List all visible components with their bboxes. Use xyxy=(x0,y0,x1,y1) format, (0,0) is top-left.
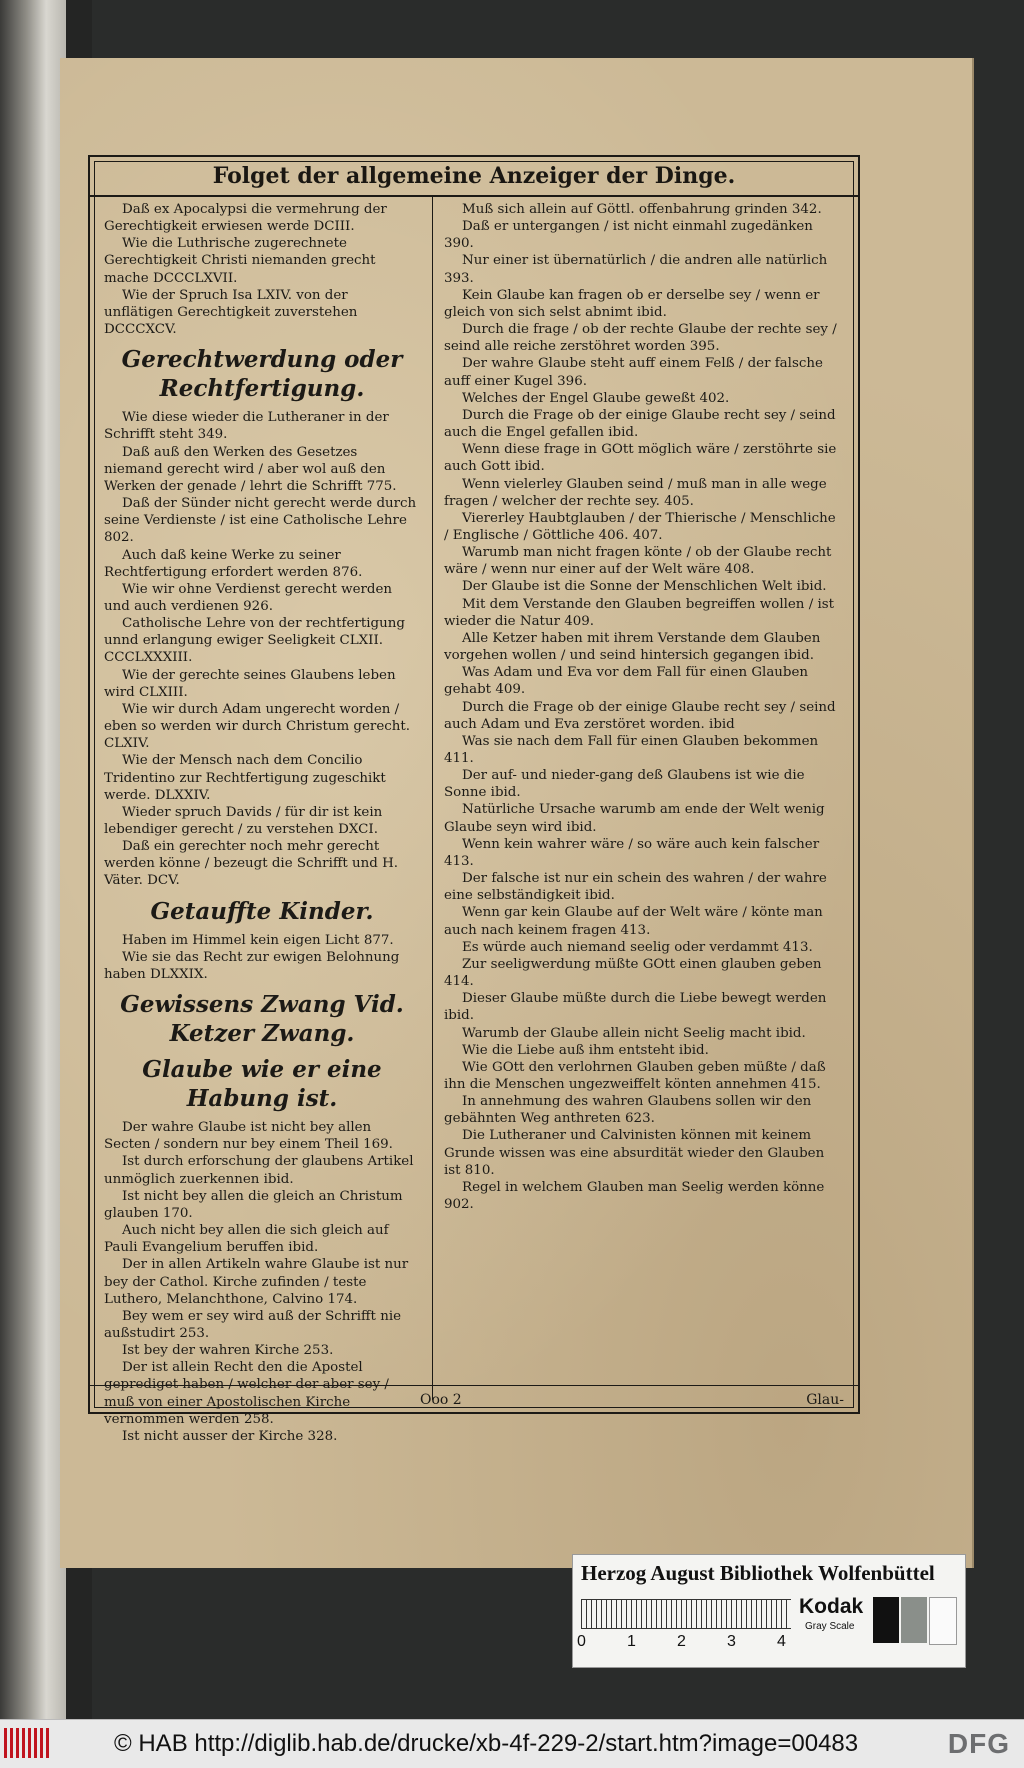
index-entry: Der Glaube ist die Sonne der Menschlichen Welt ibid. xyxy=(462,579,827,595)
index-entry: Catholische Lehre von der rechtfertigung unnd erlangung ewiger Seeligkeit CLXII. CCCLXXXIII. xyxy=(104,616,405,666)
index-entry: Mit dem Verstande den Glauben begreiffen wollen / ist wieder die Natur 409. xyxy=(444,596,834,629)
text-frame xyxy=(88,155,860,1444)
index-entry: Der in allen Artikeln wahre Glaube ist nur bey der Cathol. Kirche zufinden / teste Luthero, Melanchthone, Calvino 174. xyxy=(104,1257,409,1307)
index-entry: Durch die frage / ob der rechte Glaube der rechte sey / seind alle reiche zerstöhret worden 395. xyxy=(444,322,837,355)
index-entry: Was Adam und Eva vor dem Fall für einen Glauben gehabt 409. xyxy=(444,665,809,698)
left-column xyxy=(104,201,420,1445)
index-entry: Die Lutheraner und Calvinisten können mit keinem Grunde wissen was eine absurdität wieder den Glauben ist 810. xyxy=(444,1128,825,1178)
index-entry: Wieder spruch Davids / für dir ist kein lebendiger gerecht / zu verstehen DXCI. xyxy=(104,804,383,837)
index-entry: Wie sie das Recht zur ewigen Belohnung haben DLXXIX. xyxy=(104,949,400,982)
section-heading: Glaube wie er eine Habung ist. xyxy=(142,1056,382,1113)
index-entry: Muß sich allein auf Göttl. offenbahrung grinden 342. xyxy=(462,202,822,217)
index-entry: Wie GOtt den verlohrnen Glauben geben müßte / daß ihn die Menschen ungezweiffelt könten annehmen 415. xyxy=(444,1059,826,1092)
index-entry: Auch nicht bey allen die sich gleich auf Pauli Evangelium beruffen ibid. xyxy=(104,1223,389,1256)
index-entry: Was sie nach dem Fall für einen Glauben bekommen 411. xyxy=(444,733,819,766)
book-page xyxy=(60,58,974,1568)
footer-bar xyxy=(0,1719,1024,1768)
card-title: Herzog August Bibliothek Wolfenbüttel xyxy=(581,1561,935,1585)
foot-rule xyxy=(90,1385,858,1386)
index-entry: Kein Glaube kan fragen ob er derselbe sey / wenn er gleich von sich selst abnimt ibid. xyxy=(444,287,820,320)
index-entry: Natürliche Ursache warumb am ende der Welt wenig Glaube seyn wird ibid. xyxy=(444,802,825,835)
index-entry: Der wahre Glaube ist nicht bey allen Secten / sondern nur bey einem Theil 169. xyxy=(104,1120,393,1153)
index-entry: Daß er untergangen / ist nicht einmahl zugedänken 390. xyxy=(444,219,813,252)
white-swatch xyxy=(929,1597,957,1645)
index-entry: Ist durch erforschung der glaubens Artikel unmöglich zuerkennen ibid. xyxy=(104,1154,414,1187)
section-heading: Gewissens Zwang Vid. Ketzer Zwang. xyxy=(120,991,404,1048)
index-entry: Alle Ketzer haben mit ihrem Verstande dem Glauben vorgehen wollen / und seind hintersich gegangen ibid. xyxy=(444,630,821,664)
index-entry: Warumb der Glaube allein nicht Seelig macht ibid. xyxy=(462,1025,806,1041)
gray-swatch xyxy=(901,1597,927,1643)
index-entry: Der auf- und nieder-gang deß Glaubens ist wie die Sonne ibid. xyxy=(444,768,805,801)
right-column xyxy=(444,201,840,1213)
index-entry: Daß ex Apocalypsi die vermehrung der Gerechtigkeit erwiesen werde DCIII. xyxy=(104,202,387,235)
index-entry: Daß der Sünder nicht gerecht werde durch seine Verdienste / ist eine Catholische Lehre 802. xyxy=(104,496,417,546)
index-entry: Wenn diese frage in GOtt möglich wäre / zerstöhrte sie auch Gott ibid. xyxy=(444,442,837,475)
head-rule xyxy=(90,195,858,197)
footer-credit-link[interactable]: © HAB http://diglib.hab.de/drucke/xb-4f-229-2/start.htm?image=00483 xyxy=(114,1730,859,1757)
ruler-number: 2 xyxy=(677,1633,686,1650)
card-ruler xyxy=(581,1599,791,1629)
index-entry: Durch die Frage ob der einige Glaube recht sey / seind auch die Engel gefallen ibid. xyxy=(444,407,836,441)
ruler-number: 0 xyxy=(577,1633,586,1650)
index-entry: Zur seeligwerdung müßte GOtt einen glauben geben 414. xyxy=(444,956,822,990)
black-swatch xyxy=(873,1597,899,1643)
index-entry: Der ist allein Recht den die Apostel geprediget haben / welcher der aber sey / muß von einer Apostolischen Kirche vernommen werden 258. xyxy=(104,1360,389,1427)
index-entry: Auch daß keine Werke zu seiner Rechtfertigung erfordert werden 876. xyxy=(104,547,363,580)
index-entry: Daß auß den Werken des Gesetzes niemand gerecht wird / aber wol auß den Werken der genade / lehrt die Schrifft 775. xyxy=(104,444,397,494)
index-entry: Ist nicht ausser der Kirche 328. xyxy=(122,1428,338,1444)
index-entry: Wie wir durch Adam ungerecht worden / eben so werden wir durch Christum gerecht. CLXIV. xyxy=(104,701,411,752)
index-entry: Wie diese wieder die Lutheraner in der Schrifft steht 349. xyxy=(104,410,389,443)
index-entry: Warumb man nicht fragen könte / ob der Glaube recht wäre / wenn nur einer auf der Welt wäre 408. xyxy=(444,545,832,578)
ruler-number: 3 xyxy=(727,1633,736,1650)
index-entry: Haben im Himmel kein eigen Licht 877. xyxy=(122,932,394,948)
hab-logo-icon xyxy=(4,1728,52,1758)
index-entry: Wie wir ohne Verdienst gerecht werden und auch verdienen 926. xyxy=(104,581,393,614)
index-entry: Wenn vielerley Glauben seind / muß man in alle wege fragen / welcher der rechte sey. 405. xyxy=(444,476,827,509)
index-entry: Bey wem er sey wird auß der Schrifft nie außstudirt 253. xyxy=(104,1308,402,1341)
index-entry: Dieser Glaube müßte durch die Liebe bewegt werden ibid. xyxy=(444,991,827,1024)
signature-mark: Ooo 2 xyxy=(420,1392,462,1408)
index-entry: Wenn gar kein Glaube auf der Welt wäre / könte man auch nach keinem fragen 413. xyxy=(444,905,823,938)
index-entry: Wie der gerechte seines Glaubens leben wird CLXIII. xyxy=(104,667,396,700)
index-entry: Viererley Haubtglauben / der Thierische / Menschliche / Englische / Göttliche 406. 407. xyxy=(444,510,836,543)
index-entry: Welches der Engel Glaube geweßt 402. xyxy=(462,390,730,406)
gray-scale-label: Gray Scale xyxy=(805,1621,855,1632)
dfg-logo: DFG xyxy=(947,1728,1010,1759)
section-heading: Gerechtwerdung oder Rechtfertigung. xyxy=(121,346,403,403)
index-entry: In annehmung des wahren Glaubens sollen wir den gebähnten Weg anthreten 623. xyxy=(444,1094,812,1127)
index-entry: Nur einer ist übernatürlich / die andren alle natürlich 393. xyxy=(444,253,828,286)
kodak-logo: Kodak xyxy=(799,1595,864,1618)
index-entry: Durch die Frage ob der einige Glaube recht sey / seind auch Adam und Eva zerstöret worden. ibid xyxy=(444,699,836,732)
index-entry: Wie der Mensch nach dem Concilio Tridentino zur Rechtfertigung zugeschikt werde. DLXXIV. xyxy=(104,753,386,803)
index-entry: Wie der Spruch Isa LXIV. von der unflätigen Gerechtigkeit zuverstehen DCCCXCV. xyxy=(104,287,358,338)
ruler-number: 4 xyxy=(777,1633,786,1650)
index-entry: Ist nicht bey allen die gleich an Christum glauben 170. xyxy=(104,1188,403,1221)
ruler-number: 1 xyxy=(627,1633,636,1650)
index-entry: Regel in welchem Glauben man Seelig werden könne 902. xyxy=(444,1179,825,1213)
index-entry: Daß ein gerechter noch mehr gerecht werden könne / bezeugt die Schrifft und H. Väter. DCV. xyxy=(104,839,399,889)
index-entry: Wenn kein wahrer wäre / so wäre auch kein falscher 413. xyxy=(444,836,820,869)
index-entry: Es würde auch niemand seelig oder verdammt 413. xyxy=(462,939,813,955)
color-calibration-card xyxy=(572,1554,966,1668)
index-entry: Der wahre Glaube steht auff einem Felß / der falsche auff einer Kugel 396. xyxy=(444,356,823,389)
running-head: Folget der allgemeine Anzeiger der Dinge. xyxy=(212,163,736,189)
index-entry: Ist bey der wahren Kirche 253. xyxy=(122,1343,334,1359)
column-rule xyxy=(432,195,433,1400)
catchword: Glau- xyxy=(806,1392,844,1408)
index-entry: Wie die Luthrische zugerechnete Gerechtigkeit Christi niemanden grecht mache DCCCLXVII. xyxy=(104,236,376,286)
scanner-left-edge xyxy=(0,0,66,1720)
index-entry: Der falsche ist nur ein schein des wahren / der wahre eine selbständigkeit ibid. xyxy=(444,871,827,904)
index-entry: Wie die Liebe auß ihm entsteht ibid. xyxy=(462,1042,709,1058)
section-heading: Getauffte Kinder. xyxy=(150,897,374,925)
